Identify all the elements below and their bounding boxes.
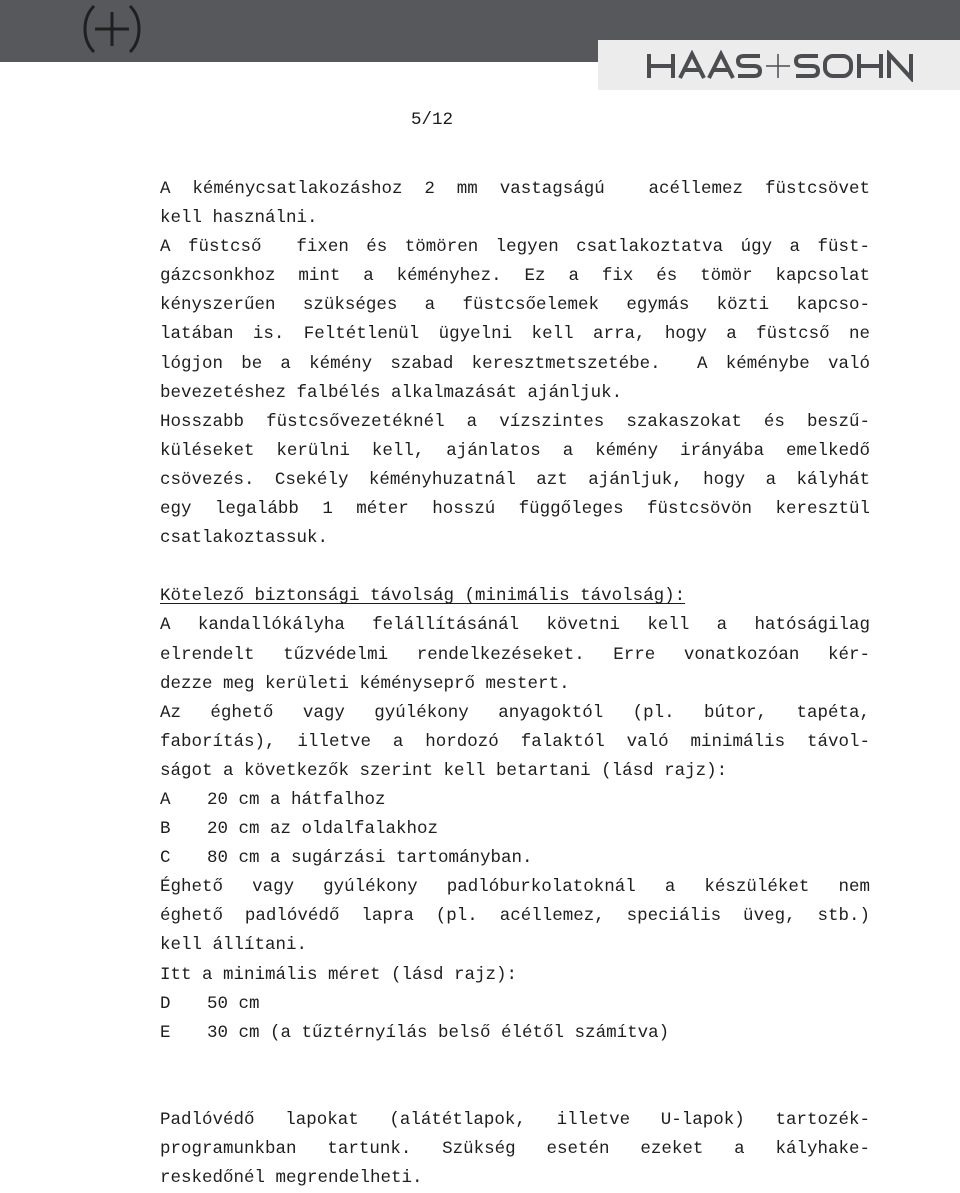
text-line: Az éghető vagy gyúlékony anyagoktól (pl. bútor, tapéta, (160, 702, 870, 723)
text-line: A kandallókályha felállításánál követni kell a hatóságilag (160, 615, 870, 636)
distance-text: 20 cm a hátfalhoz (207, 789, 386, 810)
text-line: Itt a minimális méret (lásd rajz): (160, 964, 518, 985)
text-line: bevezetéshez falbélés alkalmazását ajánljuk. (160, 382, 623, 403)
page-number (0, 110, 870, 130)
text-line: csövezés. Csekély kéményhuzatnál azt ajánljuk, hogy a kályhát (160, 469, 870, 490)
haas-sohn-logo (646, 50, 916, 82)
section-heading (160, 582, 870, 611)
text-line: éghető padlóvédő lapra (pl. acéllemez, speciális üveg, stb.) (160, 906, 870, 927)
text-line: küléseket kerülni kell, ajánlatos a kémény irányába emelkedő (160, 440, 870, 461)
text-line: ságot a következők szerint kell betartani (lásd rajz): (160, 760, 728, 781)
spacer (160, 553, 870, 582)
safety-distance-section (160, 582, 870, 1048)
text-line: programunkban tartunk. Szükség esetén ezeket a kályhake- (160, 1139, 870, 1160)
distance-letter: D (160, 993, 171, 1014)
text-line: kell használni. (160, 208, 318, 229)
distance-item (160, 1019, 870, 1048)
distance-item (160, 990, 870, 1019)
spacer (160, 1048, 870, 1106)
text-line: Hosszabb füstcsővezetéknél a vízszintes szakaszokat és beszű- (160, 411, 870, 432)
text-line: kell állítani. (160, 935, 308, 956)
distance-item (160, 815, 870, 844)
brand-box (598, 40, 960, 90)
text-line: egy legalább 1 méter hosszú függőleges füstcsövön keresztül (160, 499, 870, 520)
document-body (160, 175, 870, 1193)
text-line: A füstcső fixen és tömören legyen csatlakoztatva úgy a füst- (160, 237, 870, 258)
flue-pipe-paragraph (160, 175, 870, 553)
text-line: latában is. Feltétlenül ügyelni kell arra, hogy a füstcső ne (160, 324, 870, 345)
text-line: kényszerűen szükséges a füstcsőelemek egymás közti kapcso- (160, 295, 870, 316)
text-line: elrendelt tűzvédelmi rendelkezéseket. Erre vonatkozóan kér- (160, 644, 870, 665)
distance-letter: E (160, 1022, 171, 1043)
text-line: A kéménycsatlakozáshoz 2 mm vastagságú acéllemez füstcsövet (160, 179, 870, 199)
text-line: csatlakoztassuk. (160, 528, 329, 549)
distance-text: 30 cm (a tűztérnyílás belső élétől számítva) (207, 1022, 670, 1043)
floor-plate-paragraph (160, 1106, 870, 1193)
distance-text: 80 cm a sugárzási tartományban. (207, 848, 533, 869)
distance-text: 50 cm (207, 993, 260, 1014)
text-line: reskedőnél megrendelheti. (160, 1168, 423, 1189)
text-line: Padlóvédő lapokat (alátétlapok, illetve U-lapok) tartozék- (160, 1110, 870, 1130)
distance-item (160, 786, 870, 815)
text-line: gázcsonkhoz mint a kéményhez. Ez a fix és tömör kapcsolat (160, 266, 870, 287)
distance-item (160, 844, 870, 873)
page-number-text: 5/12 (410, 110, 453, 130)
text-line: lógjon be a kémény szabad keresztmetszetébe. A kéménybe való (160, 353, 870, 374)
distance-text: 20 cm az oldalfalakhoz (207, 819, 439, 840)
plus-logo-icon (80, 2, 144, 56)
text-line: faborítás), illetve a hordozó falaktól való minimális távol- (160, 731, 870, 752)
text-line: Éghető vagy gyúlékony padlóburkolatoknál a készüléket nem (160, 877, 870, 898)
distance-letter: C (160, 848, 171, 869)
distance-letter: B (160, 819, 171, 840)
text-line: dezze meg kerületi kéményseprő mestert. (160, 673, 570, 694)
distance-letter: A (160, 789, 171, 810)
section-heading-text: Kötelező biztonsági távolság (minimális távolság): (160, 586, 686, 607)
